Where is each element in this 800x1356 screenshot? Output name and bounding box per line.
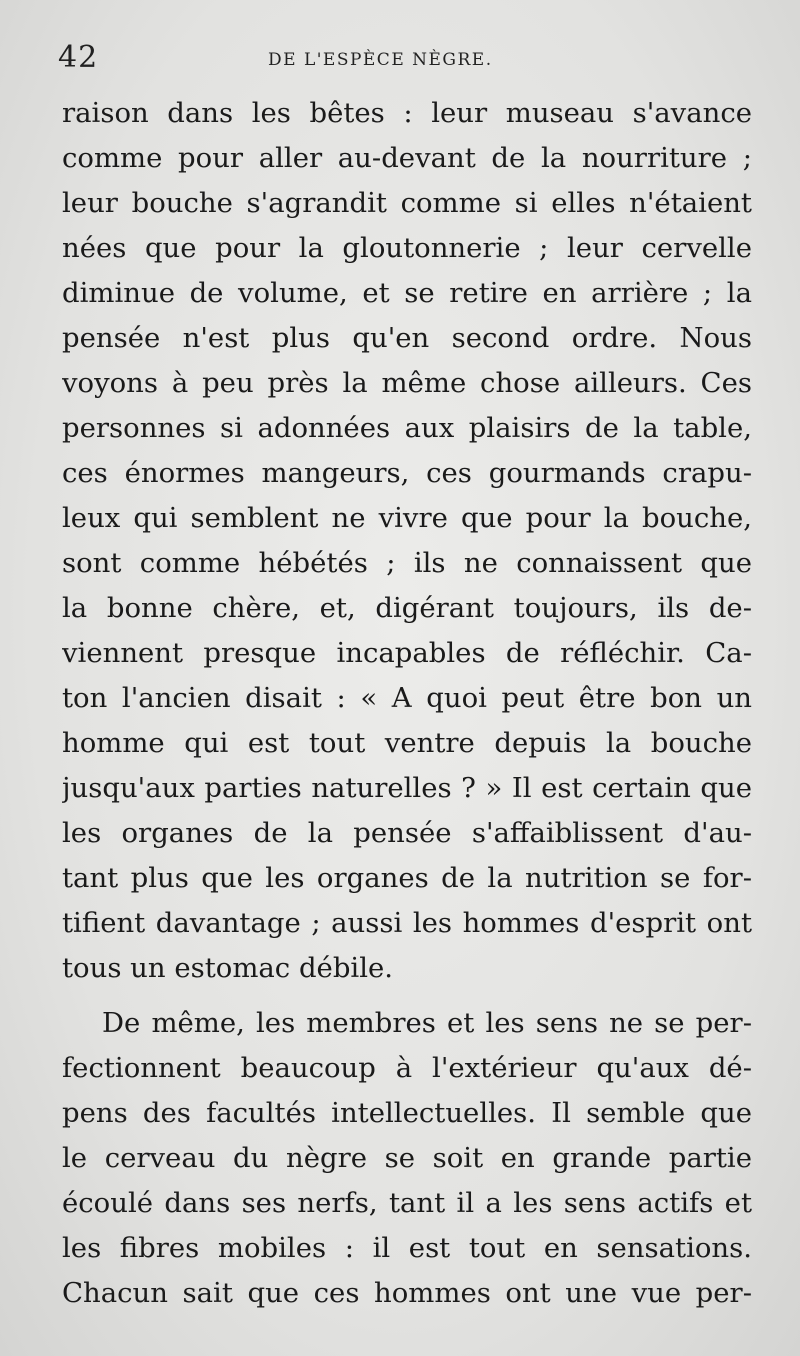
paragraph-1 <box>62 91 752 991</box>
text-line: jusqu'aux parties naturelles ? » Il est certain que <box>62 772 752 804</box>
text-line: homme qui est tout ventre depuis la bouche <box>62 727 752 759</box>
text-line: De même, les membres et les sens ne se per- <box>102 1007 752 1039</box>
text-line: tifient davantage ; aussi les hommes d'esprit ont <box>62 907 752 939</box>
text-line: la bonne chère, et, digérant toujours, ils de- <box>62 592 752 624</box>
text-line: les organes de la pensée s'affaiblissent d'au- <box>62 817 752 849</box>
text-line: ton l'ancien disait : « A quoi peut être bon un <box>62 682 752 714</box>
text-line: fectionnent beaucoup à l'extérieur qu'aux dé- <box>62 1052 752 1084</box>
text-line: nées que pour la gloutonnerie ; leur cervelle <box>62 232 752 264</box>
text-line: comme pour aller au-devant de la nourriture ; <box>62 142 752 174</box>
text-line: Chacun sait que ces hommes ont une vue per- <box>62 1277 752 1309</box>
running-head: DE L'ESPÈCE NÈGRE. <box>268 50 493 70</box>
text-line: viennent presque incapables de réfléchir. Ca- <box>62 637 752 669</box>
text-line: écoulé dans ses nerfs, tant il a les sens actifs et <box>62 1187 752 1219</box>
text-line: tant plus que les organes de la nutrition se for- <box>62 862 752 894</box>
text-line: leur bouche s'agrandit comme si elles n'étaient <box>62 187 752 219</box>
paragraph-2 <box>62 1001 752 1316</box>
text-line: pensée n'est plus qu'en second ordre. Nous <box>62 322 752 354</box>
text-line: tous un estomac débile. <box>62 952 394 984</box>
text-line: sont comme hébétés ; ils ne connaissent que <box>62 547 752 579</box>
text-line: ces énormes mangeurs, ces gourmands crapu- <box>62 457 752 489</box>
body-text <box>62 91 752 1316</box>
text-line: personnes si adonnées aux plaisirs de la table, <box>62 412 752 444</box>
page-number: 42 <box>58 40 99 75</box>
text-line: voyons à peu près la même chose ailleurs. Ces <box>62 367 752 399</box>
text-line: diminue de volume, et se retire en arrière ; la <box>62 277 752 309</box>
page-header <box>58 40 758 80</box>
text-line: le cerveau du nègre se soit en grande partie <box>62 1142 752 1174</box>
text-line: raison dans les bêtes : leur museau s'avance <box>62 97 752 129</box>
text-line: leux qui semblent ne vivre que pour la bouche, <box>62 502 752 534</box>
paragraph-gap <box>62 991 752 1001</box>
text-line: les fibres mobiles : il est tout en sensations. <box>62 1232 752 1264</box>
text-line: pens des facultés intellectuelles. Il semble que <box>62 1097 752 1129</box>
